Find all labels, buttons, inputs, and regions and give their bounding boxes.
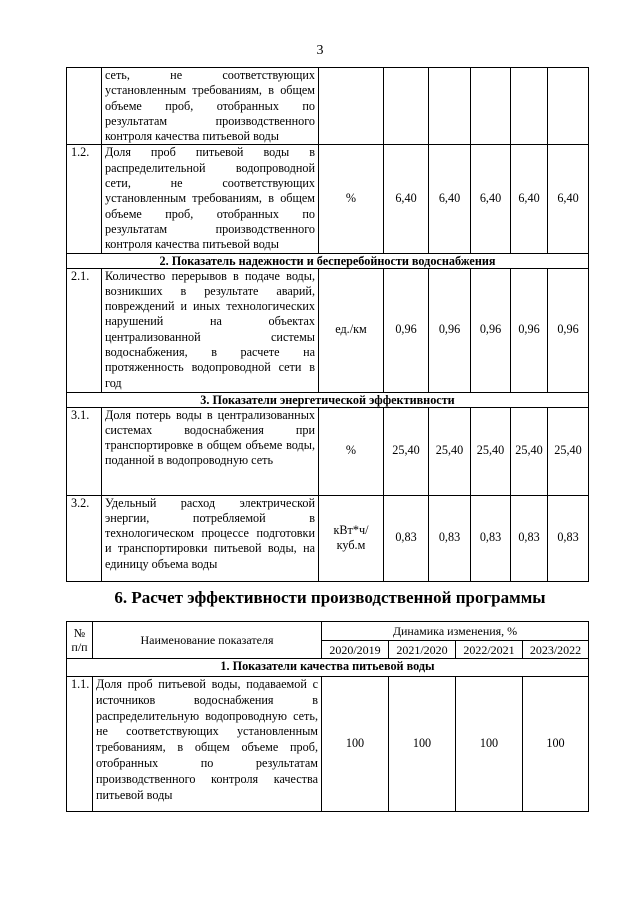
period-header: 2022/2021: [456, 641, 523, 659]
value-cell: 6,40: [429, 145, 471, 253]
section-header: 2. Показатель надежности и бесперебойности водоснабжения: [67, 253, 589, 268]
value-cell: 0,83: [548, 495, 589, 581]
unit-cell: %: [319, 407, 384, 495]
value-cell: 0,96: [548, 268, 589, 392]
row-number: 3.1.: [67, 407, 102, 495]
value-cell: 0,83: [384, 495, 429, 581]
col-num-header: № п/п: [67, 622, 93, 659]
unit-cell: [319, 68, 384, 145]
row-number: 3.2.: [67, 495, 102, 581]
value-cell: 25,40: [471, 407, 511, 495]
value-cell: 6,40: [471, 145, 511, 253]
value-cell: 100: [523, 677, 589, 812]
table-row: [67, 68, 589, 145]
unit-cell: %: [319, 145, 384, 253]
value-cell: 6,40: [548, 145, 589, 253]
value-cell: 100: [456, 677, 523, 812]
period-header: 2021/2020: [389, 641, 456, 659]
indicator-name: Доля потерь воды в централизованных системах водоснабжения при транспортировке в общем объеме воды, поданной в водопроводную сеть: [102, 407, 319, 495]
efficiency-table: [66, 621, 589, 812]
value-cell: 25,40: [429, 407, 471, 495]
indicator-name: Количество перерывов в подаче воды, возникших в результате аварий, повреждений и иных технологических нарушений на объектах централизованной системы водоснабжения, в расчете на протяженность водопроводной сети в год: [102, 268, 319, 392]
row-number: 1.1.: [67, 677, 93, 812]
section-header: 1. Показатели качества питьевой воды: [67, 659, 589, 677]
unit-cell: ед./км: [319, 268, 384, 392]
indicator-name: сеть, не соответствующих установленным требованиям, в общем объеме проб, отобранных по результатам производственного контроля качества питьевой воды: [102, 68, 319, 145]
value-cell: 0,96: [429, 268, 471, 392]
value-cell: 25,40: [511, 407, 548, 495]
table-row: [67, 145, 589, 253]
value-cell: 0,83: [429, 495, 471, 581]
value-cell: [384, 68, 429, 145]
section-row: [67, 253, 589, 268]
period-header: 2020/2019: [322, 641, 389, 659]
value-cell: 0,96: [511, 268, 548, 392]
value-cell: 6,40: [384, 145, 429, 253]
value-cell: [429, 68, 471, 145]
period-header: 2023/2022: [523, 641, 589, 659]
value-cell: [548, 68, 589, 145]
indicators-table: [66, 67, 589, 582]
value-cell: 0,96: [471, 268, 511, 392]
section-header: 3. Показатели энергетической эффективности: [67, 392, 589, 407]
value-cell: 100: [389, 677, 456, 812]
table-row: [67, 495, 589, 581]
page-number: 3: [316, 43, 324, 58]
row-number: [67, 68, 102, 145]
value-cell: 25,40: [548, 407, 589, 495]
row-number: 2.1.: [67, 268, 102, 392]
value-cell: 25,40: [384, 407, 429, 495]
value-cell: 100: [322, 677, 389, 812]
value-cell: 0,83: [511, 495, 548, 581]
section-row: [67, 392, 589, 407]
table-row: [67, 268, 589, 392]
row-number: 1.2.: [67, 145, 102, 253]
value-cell: 0,96: [384, 268, 429, 392]
indicator-name: Доля проб питьевой воды, подаваемой с источников водоснабжения в распределительную водопроводную сеть, не соответствующих установленным требованиям, в общем объеме проб, отобранных по результатам производственного контроля качества питьевой воды: [93, 677, 322, 812]
value-cell: 6,40: [511, 145, 548, 253]
indicator-name: Доля проб питьевой воды в распределительной водопроводной сети, не соответствующих установленным требованиям, в общем объеме проб, отобранных по результатам производственного контроля качества питьевой воды: [102, 145, 319, 253]
table-row: [67, 407, 589, 495]
unit-cell: кВт*ч/ куб.м: [319, 495, 384, 581]
col-name-header: Наименование показателя: [93, 622, 322, 659]
dynamics-header: Динамика изменения, %: [322, 622, 589, 641]
value-cell: [511, 68, 548, 145]
section-6-title: 6. Расчет эффективности производственной программы: [114, 588, 546, 607]
value-cell: 0,83: [471, 495, 511, 581]
indicator-name: Удельный расход электрической энергии, потребляемой в технологическом процессе подготовки и транспортировки питьевой воды, на единицу объема воды: [102, 495, 319, 581]
value-cell: [471, 68, 511, 145]
